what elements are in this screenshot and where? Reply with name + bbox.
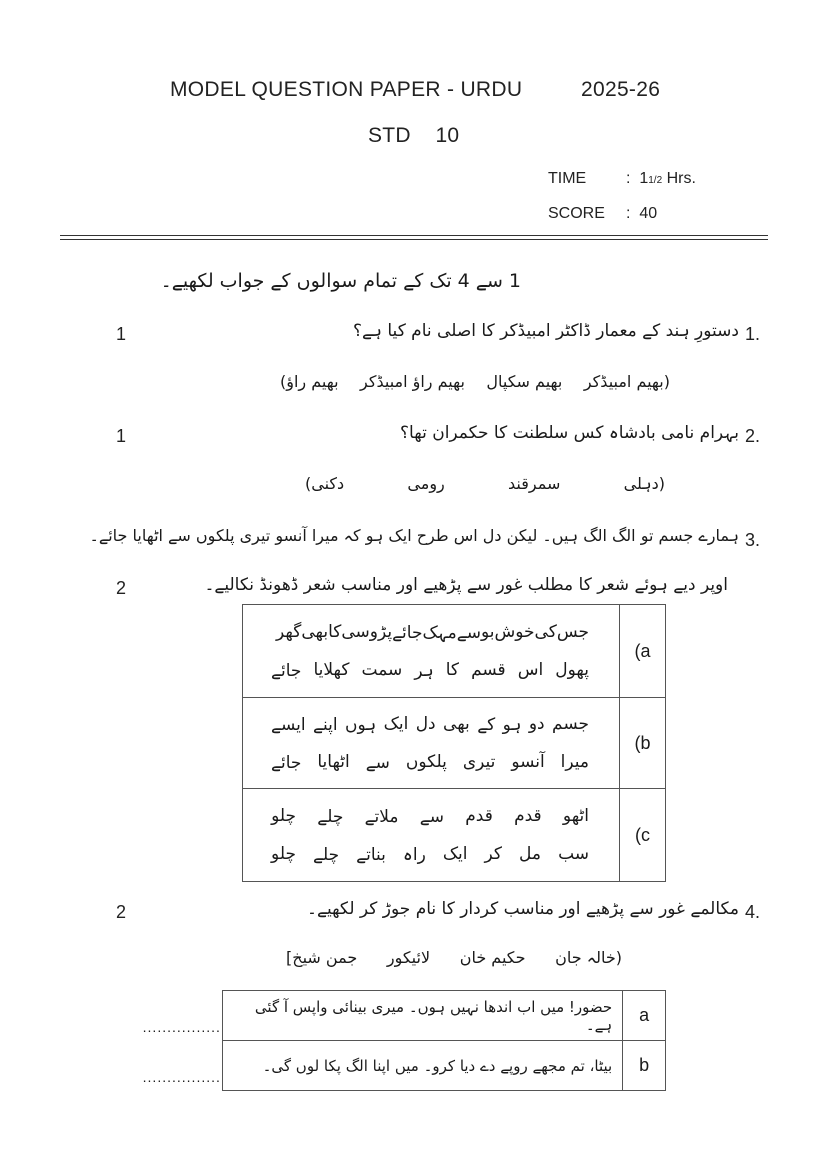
q1-options bbox=[280, 372, 670, 391]
couplet-row bbox=[243, 698, 666, 789]
q2-text: بہرام نامی بادشاہ کس سلطنت کا حکمران تھا؟ bbox=[400, 423, 739, 443]
verse-line: پھول اس قسم کا ہر سمت کھلایا جائے bbox=[271, 660, 589, 681]
header-rule-top bbox=[60, 235, 768, 236]
dialogue-label: b bbox=[623, 1041, 666, 1091]
couplet-row bbox=[243, 605, 666, 698]
q3-couplet-meaning: ہمارے جسم تو الگ الگ ہیں۔ لیکن دل اس طرح ایک ہو کہ میرا آنسو تیری پلکوں سے اٹھایا جائے۔ bbox=[89, 526, 739, 545]
q4-mark: 2 bbox=[116, 902, 127, 922]
q4-number: 4. bbox=[745, 902, 761, 922]
score-value: : 40 bbox=[626, 205, 658, 222]
q4-option: جمن شیخ] bbox=[286, 948, 358, 967]
q1-option: (بھیم امبیڈکر bbox=[583, 372, 670, 391]
couplet-verse bbox=[243, 789, 620, 882]
dialogue-row bbox=[128, 1041, 666, 1091]
couplet-label: (a bbox=[620, 605, 666, 698]
q3-mark: 2 bbox=[116, 578, 127, 598]
q2-option: دکنی) bbox=[305, 474, 345, 493]
couplet-row bbox=[243, 789, 666, 882]
standard-label: STD 10 bbox=[368, 124, 460, 147]
q1-number: 1. bbox=[745, 324, 761, 344]
paper-year: 2025-26 bbox=[581, 78, 661, 101]
q2-mark: 1 bbox=[116, 426, 127, 446]
couplet-verse bbox=[243, 605, 620, 698]
verse-line: جس کی خوش بو سے مہک جائے پڑوسی کا بھی گھر bbox=[276, 622, 589, 643]
answer-blank[interactable]: ................ bbox=[128, 1041, 222, 1091]
q3-instruction: اوپر دیے ہوئے شعر کا مطلب غور سے پڑھیے اور مناسب شعر ڈھونڈ نکالیے۔ bbox=[204, 575, 728, 595]
q1-option: بھیم راؤ امبیڈکر bbox=[360, 372, 465, 391]
verse-line: سب مل کر ایک راہ بناتے چلے چلو bbox=[271, 844, 589, 865]
time-value: : 11/2 Hrs. bbox=[626, 170, 696, 187]
couplet-label: (c bbox=[620, 789, 666, 882]
score-label: SCORE bbox=[548, 205, 605, 222]
q4-option: لائیکور bbox=[386, 948, 431, 967]
verse-line: اٹھو قدم قدم سے ملاتے چلے چلو bbox=[271, 806, 589, 827]
dialogue-label: a bbox=[623, 991, 666, 1041]
couplet-label: (b bbox=[620, 698, 666, 789]
q4-text: مکالمے غور سے پڑھیے اور مناسب کردار کا نام جوڑ کر لکھیے۔ bbox=[307, 899, 739, 919]
verse-line: جسم دو ہو کے بھی دل ایک ہوں اپنے ایسے bbox=[271, 714, 589, 735]
dialogue-text: بیٹا، تم مجھے روپے دے دیا کرو۔ میں اپنا الگ پکا لوں گی۔ bbox=[222, 1041, 622, 1091]
time-label: TIME bbox=[548, 170, 587, 187]
answer-blank[interactable]: ................ bbox=[128, 991, 222, 1041]
q4-option: (خالہ جان bbox=[555, 948, 622, 967]
dialogue-table bbox=[128, 990, 666, 1091]
instruction-text: 1 سے 4 تک کے تمام سوالوں کے جواب لکھیے۔ bbox=[160, 270, 521, 292]
header-rule-bottom bbox=[60, 239, 768, 240]
q2-options bbox=[305, 474, 665, 493]
dialogue-row bbox=[128, 991, 666, 1041]
q3-number: 3. bbox=[745, 530, 761, 550]
q2-number: 2. bbox=[745, 426, 761, 446]
q1-mark: 1 bbox=[116, 324, 127, 344]
paper-title: MODEL QUESTION PAPER - URDU bbox=[170, 78, 523, 101]
q2-option: سمرقند bbox=[508, 474, 561, 493]
q1-text: دستورِ ہند کے معمار ڈاکٹر امبیڈکر کا اصلی نام کیا ہے؟ bbox=[353, 321, 739, 341]
dialogue-text: حضور! میں اب اندھا نہیں ہوں۔ میری بینائی واپس آ گئی ہے۔ bbox=[222, 991, 622, 1041]
q4-options bbox=[286, 948, 622, 967]
q2-option: (دہلی bbox=[623, 474, 665, 493]
q1-option: بھیم سکپال bbox=[486, 372, 563, 391]
q2-option: رومی bbox=[407, 474, 445, 493]
couplet-verse bbox=[243, 698, 620, 789]
q4-option: حکیم خان bbox=[459, 948, 526, 967]
q1-option: بھیم راؤ) bbox=[280, 372, 339, 391]
verse-line: میرا آنسو تیری پلکوں سے اٹھایا جائے bbox=[271, 752, 589, 773]
time-fraction: 1/2 bbox=[648, 175, 663, 186]
couplet-table bbox=[242, 604, 666, 882]
